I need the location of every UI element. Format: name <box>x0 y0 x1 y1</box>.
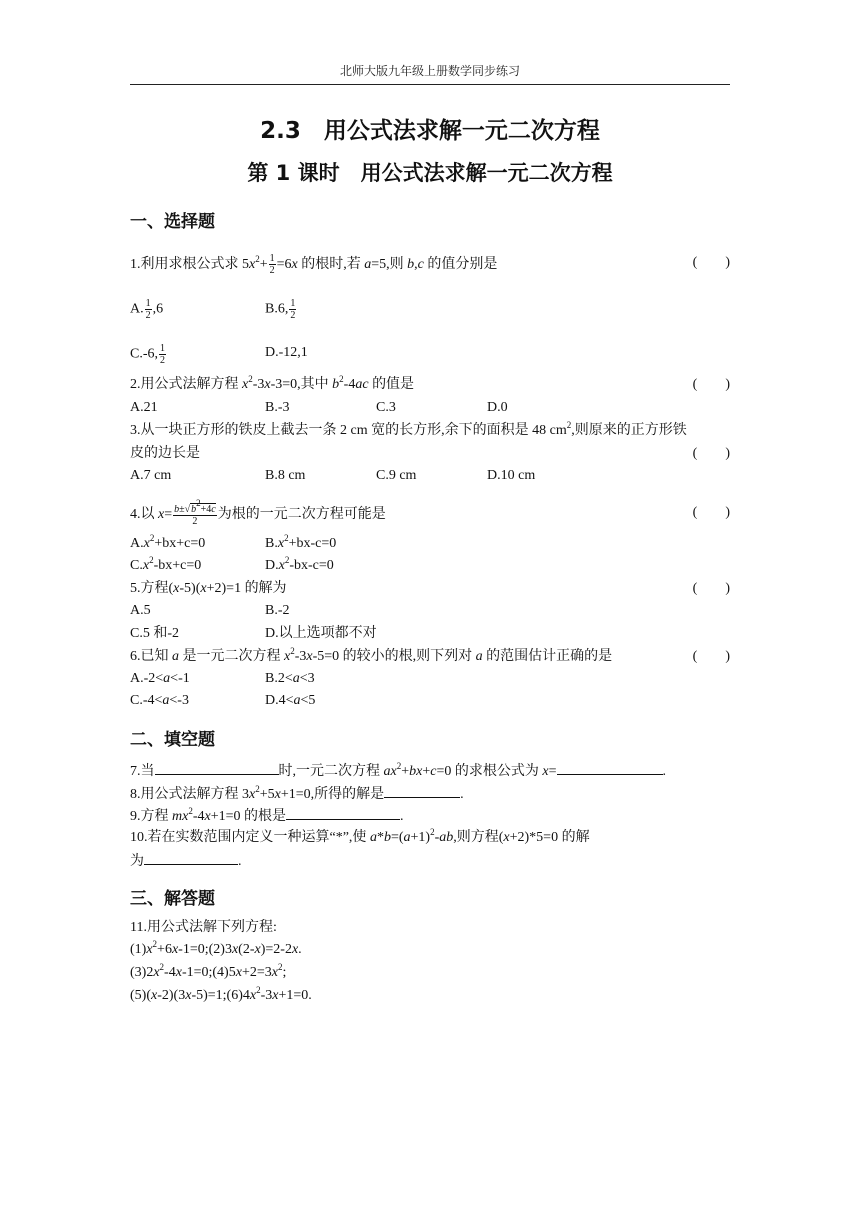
q6-option-d: D.4<a<5 <box>265 693 316 708</box>
q6-option-a: A.-2<a<-1 <box>130 671 190 686</box>
question-11-part3: $(5)(x-2)(3x-5)=1;(6)4x^2-3x+1=0$. <box>130 985 312 1003</box>
q4-text: 4.以 x= $\frac{b\pm√b^2+4c}{2}$ 为根的一元二次方程可能是 <box>130 498 386 527</box>
q1-text: 1.利用求根公式求 $5x^2+$ $\frac{1}{2}$ =6x 的根时,若 a=5,则 b,c 的值分别是 <box>130 253 498 276</box>
q1-options-row1 <box>130 298 730 321</box>
question-11-part2: $(3)2x^2-4x-1=0;(4)5x+2=3x^2$; <box>130 962 287 980</box>
q4-option-d: $D.x^2-bx-c=0$ <box>265 555 334 573</box>
q5-options-row2 <box>130 624 730 644</box>
q1-option-d: D.-12,1 <box>265 345 308 360</box>
question-11-intro: 11.用公式法解下列方程: <box>130 920 277 935</box>
answer-paren: ( ) <box>692 446 730 461</box>
q3-option-c: C.9 cm <box>376 468 417 483</box>
question-7: 7.当 时,一元二次方程 $ax^2+bx+c=0$ 的求根公式为 x= . <box>130 761 666 779</box>
question-11-part1: $(1)x^2+6x-1=0;(2)3x(2-x)=2-2x$. <box>130 939 302 957</box>
root-formula: $\frac{b\pm√b^2+4c}{2}$ <box>174 498 216 527</box>
answer-blank[interactable] <box>155 760 279 775</box>
answer-blank[interactable] <box>557 760 663 775</box>
q6-options-row1 <box>130 669 730 689</box>
q6-option-c: C.-4<a<-3 <box>130 693 189 708</box>
q5-options-row1 <box>130 601 730 621</box>
q5-option-b: B.-2 <box>265 603 290 618</box>
q3-option-d: D.10 cm <box>487 468 536 483</box>
q5-text: 5.方程(x-5)(x+2)=1 的解为 <box>130 581 287 596</box>
question-4 <box>130 498 730 527</box>
question-5 <box>130 579 730 599</box>
q6-text: 6.已知 a 是一元二次方程 $x^2-3x-5=0$ 的较小的根,则下列对 a 的范围估计正确的是 <box>130 646 613 664</box>
q1-options-row2 <box>130 343 730 366</box>
fraction: $\frac{1}{2}$ <box>269 253 275 276</box>
answer-blank[interactable] <box>286 805 400 820</box>
q3-option-a: A.7 cm <box>130 468 172 483</box>
answer-blank[interactable] <box>144 850 238 865</box>
q6-options-row2 <box>130 691 730 711</box>
question-3-line1: 3.从一块正方形的铁皮上截去一条 2 cm 宽的长方形,余下的面积是 48 $cm^2$,则原来的正方形铁 <box>130 420 687 438</box>
section-answer: 三、解答题 <box>130 889 215 909</box>
question-10-line1: 10.若在实数范围内定义一种运算“*”,使 $a*b=(a+1)^2-ab$,则方程(x+2)*5=0 的解 <box>130 827 590 845</box>
q2-option-a: A.21 <box>130 400 158 415</box>
q2-text: 2.用公式法解方程 $x^2-3x-3=0$,其中 $b^2-4ac$ 的值是 <box>130 374 415 392</box>
page-header: 北师大版九年级上册数学同步练习 <box>339 64 520 78</box>
q5-option-a: A.5 <box>130 603 151 618</box>
q3-option-b: B.8 cm <box>265 468 306 483</box>
q4-options-row2 <box>130 556 730 576</box>
q2-option-c: C.3 <box>376 400 396 415</box>
q1-option-b: B.6, $\frac{1}{2}$ <box>265 298 296 321</box>
section-fill: 二、填空题 <box>130 730 215 750</box>
question-1 <box>130 253 730 276</box>
q5-option-c: C.5 和-2 <box>130 626 179 641</box>
q6-option-b: B.2<a<3 <box>265 671 315 686</box>
question-8: 8.用公式法解方程 $3x^2+5x+1=0$,所得的解是 . <box>130 784 464 802</box>
answer-paren: ( ) <box>692 505 730 520</box>
header-rule <box>130 84 730 85</box>
q4-option-c: $C.x^2-bx+c=0$ <box>130 555 202 573</box>
q3-options <box>130 466 730 486</box>
question-9: 9.方程 $mx^2-4x+1=0$ 的根是 . <box>130 806 404 824</box>
page-subtitle: 第 1 课时 用公式法求解一元二次方程 <box>247 161 613 185</box>
answer-blank[interactable] <box>384 783 460 798</box>
q4-options-row1 <box>130 534 730 554</box>
q4-option-b: $B.x^2+bx-c=0$ <box>265 533 337 551</box>
section-choice: 一、选择题 <box>130 212 215 232</box>
q2-options <box>130 398 730 418</box>
q1-option-a: A. $\frac{1}{2}$ ,6 <box>130 298 164 321</box>
page-title: 2.3 用公式法求解一元二次方程 <box>260 118 600 144</box>
answer-paren: ( ) <box>692 649 730 664</box>
q2-option-b: B.-3 <box>265 400 290 415</box>
q5-option-d: D.以上选项都不对 <box>265 626 377 641</box>
q4-option-a: $A.x^2+bx+c=0$ <box>130 533 206 551</box>
answer-paren: ( ) <box>692 255 730 270</box>
answer-paren: ( ) <box>692 581 730 596</box>
question-6 <box>130 647 730 667</box>
question-3-line2: 皮的边长是 ( ) <box>130 444 730 464</box>
q2-option-d: D.0 <box>487 400 508 415</box>
question-10-line2: 为 . <box>130 850 730 870</box>
question-2 <box>130 375 730 395</box>
q1-option-c: C.-6, $\frac{1}{2}$ <box>130 343 165 366</box>
answer-paren: ( ) <box>692 377 730 392</box>
